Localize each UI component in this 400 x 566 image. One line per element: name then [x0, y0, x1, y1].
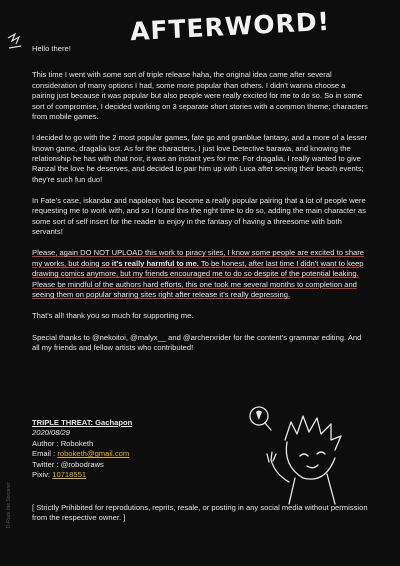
- release-date: 2020/08/29: [32, 428, 71, 438]
- paragraph-4-emphasis: it's really harmful to me.: [111, 258, 199, 268]
- paragraph-1: This time I went with some sort of triple release haha, the original idea came after several consideration of many options I had, some more popular than others. I didn't wanna choose a pairing just because it was popular but also people were really excited for me to do so. So in some sort of compromise, I decided working on 3 separate short stories with a common theme; characters from mobile games.: [32, 70, 368, 122]
- email-link[interactable]: roboketh@gmail.com: [57, 449, 130, 459]
- work-title: TRIPLE THREAT: Gachapon: [32, 418, 133, 427]
- squiggle-doodle-icon: [6, 32, 28, 54]
- twitter-line: Twitter : @robodraws: [32, 459, 104, 469]
- author-line: Author : Roboketh: [32, 438, 94, 448]
- pixiv-link[interactable]: 10718551: [52, 470, 87, 480]
- afterword-title: AFTERWORD!: [129, 6, 331, 47]
- paragraph-5: That's all! thank you so much for supporting me.: [32, 311, 194, 321]
- paragraph-4-part1: Please, again DO NOT UPLOAD this work to piracy sites, I know some people are excited to share my works, but doing so: [32, 248, 365, 268]
- paragraph-4: [32, 248, 368, 300]
- email-label: Email :: [32, 449, 58, 459]
- disclaimer: [ Strictly Prihibited for reprodutions, reprits, resale, or posting in any social media without permission from the respective owner. ]: [32, 503, 368, 523]
- side-watermark: D-Rock the Sorcerer: [6, 482, 12, 528]
- paragraph-6: Special thanks to @nekoitoi, @malyx__ and @archerxrider for the content's grammar editing. And all my friends and fellow artists who contributed!: [32, 332, 362, 352]
- chibi-character-doodle: [245, 400, 365, 510]
- paragraph-2: I decided to go with the 2 most popular games, fate go and granblue fantasy, and a more of a lesser known game, dragalia lost. As for the characters, I just love Detective barawa, and knowing the relationship he has with chat noir, it was an instant yes for me. For dragalia, I really wanted to give Ranzal the love he deserves, and decided to pair him up with Luca after seeing their beach events; they're such fun duo!: [32, 133, 368, 184]
- pixiv-label: Pixiv:: [32, 470, 53, 480]
- afterword-body: [32, 44, 368, 364]
- greeting: Hello there!: [32, 44, 71, 53]
- paragraph-3: In Fate's case, iskandar and napoleon has become a really popular pairing that a lot of people were requesting me to work with, and so I found this the right time to do so, adding the main character as some sort of self insert for the reader to enjoy in the fantasy of having a threesome with both servants!: [32, 196, 366, 237]
- paragraph-4-part2: To be honest, after last time I didn't want to keep drawing comics anymore, but my friends encouraged me to do so despite of the potential leaking. Please be mindful of the authors hard efforts, this one took me several months to completion and seeing them on popular sharing sites right after release it's really depressing.: [32, 258, 364, 300]
